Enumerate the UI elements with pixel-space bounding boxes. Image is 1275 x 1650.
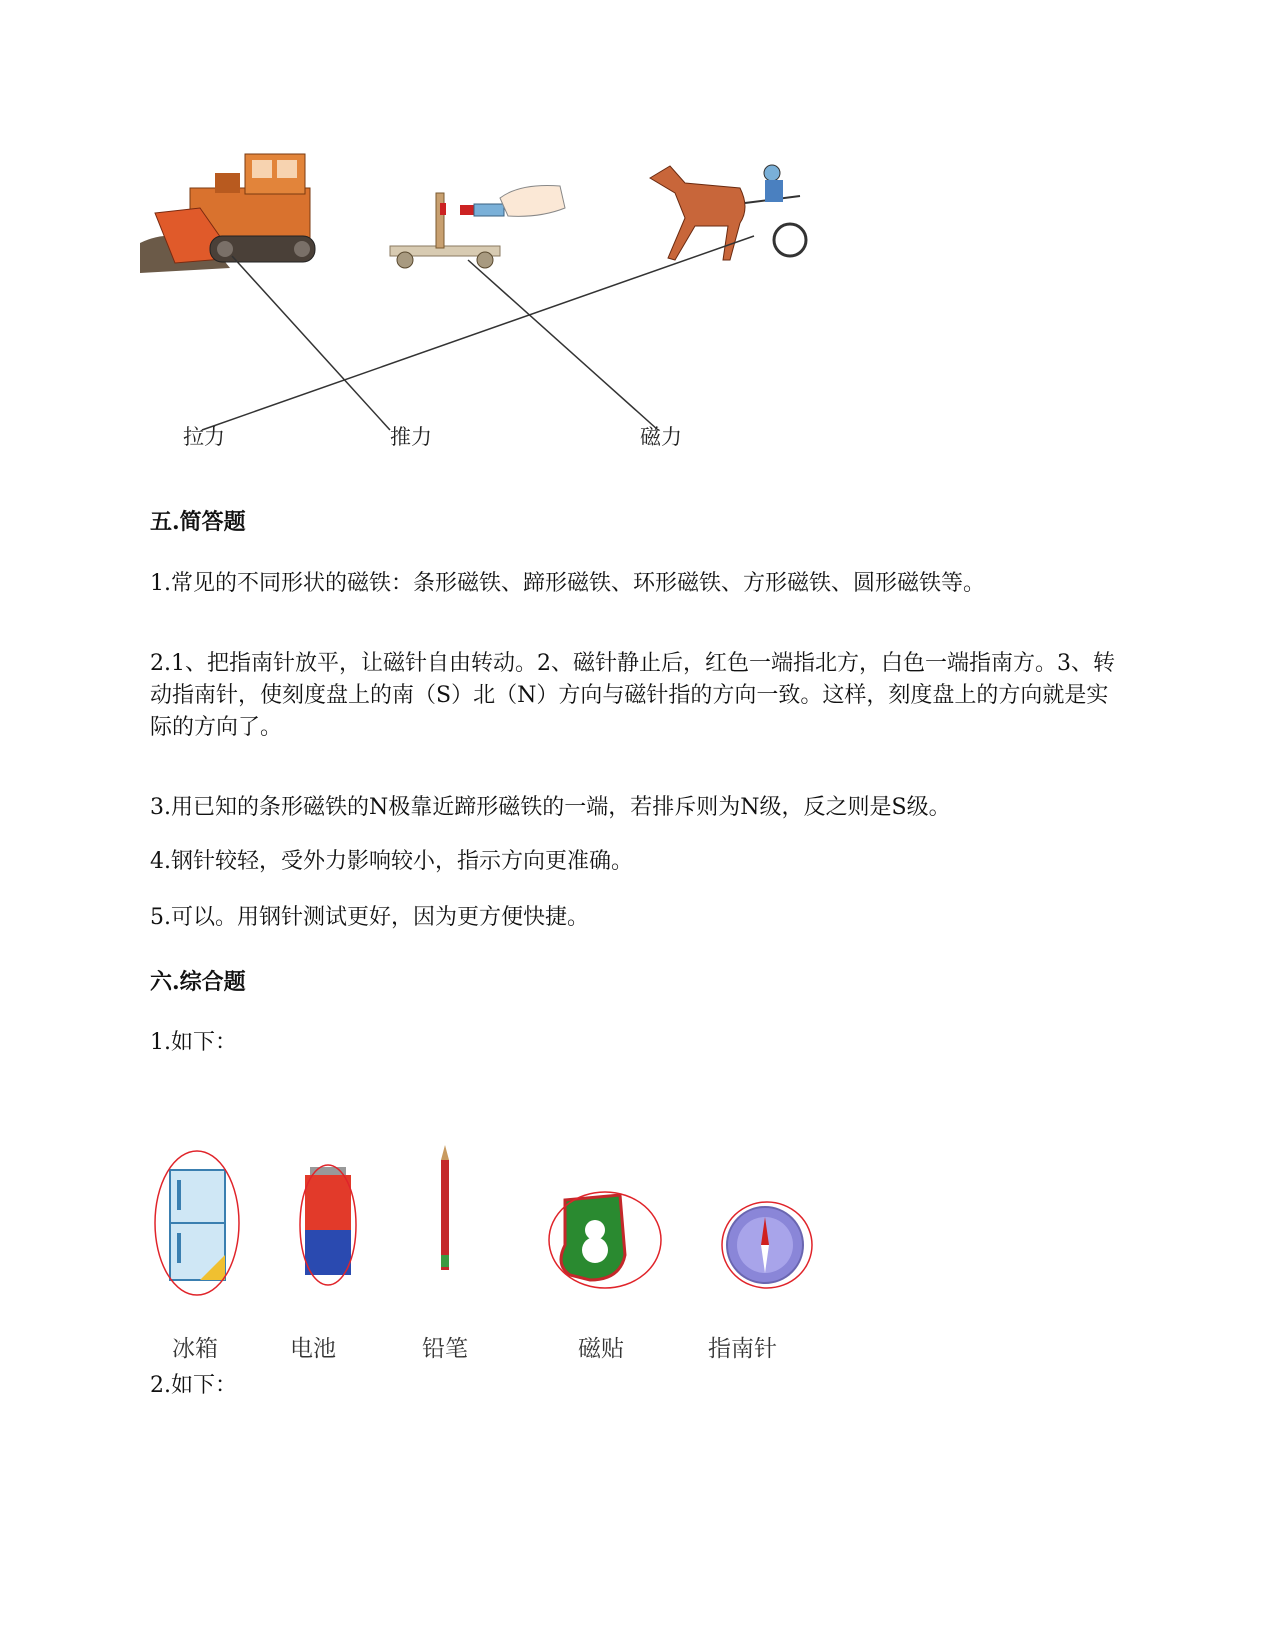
fridge-icon — [170, 1170, 225, 1280]
label-pull: 拉力 — [183, 425, 225, 449]
bulldozer-icon — [140, 154, 315, 273]
connector-line-horse — [202, 236, 754, 430]
section-5-heading: 五.简答题 — [150, 509, 246, 535]
label-push: 推力 — [390, 425, 432, 449]
label-pencil: 铅笔 — [422, 1336, 468, 1362]
answer-5-4: 4.钢针较轻，受外力影响较小，指示方向更准确。 — [150, 849, 633, 874]
label-sticker: 磁贴 — [578, 1336, 624, 1362]
magnetic-objects-figure — [150, 1145, 850, 1375]
answer-6-2: 2.如下： — [150, 1373, 237, 1398]
answer-5-2: 2.1、把指南针放平，让磁针自由转动。2、磁针静止后，红色一端指北方，白色一端指南方。3、转动指南针，使刻度盘上的南（S）北（N）方向与磁针指的方向一致。这样，刻度盘上的方向就是实际的方向了。 — [150, 651, 1115, 740]
label-magnetic: 磁力 — [640, 425, 682, 449]
answer-6-1: 1.如下： — [150, 1030, 237, 1055]
magnet-sticker-icon — [561, 1195, 625, 1280]
section-6-heading: 六.综合题 — [150, 969, 246, 995]
connector-line-bulldozer — [232, 256, 390, 430]
answer-5-5: 5.可以。用钢针测试更好，因为更方便快捷。 — [150, 905, 589, 930]
answer-5-1: 1.常见的不同形状的磁铁：条形磁铁、蹄形磁铁、环形磁铁、方形磁铁、圆形磁铁等。 — [150, 571, 985, 596]
answer-5-3: 3.用已知的条形磁铁的N极靠近蹄形磁铁的一端，若排斥则为N级，反之则是S级。 — [150, 795, 951, 820]
connector-line-cart — [468, 260, 658, 430]
label-fridge: 冰箱 — [172, 1336, 218, 1362]
label-compass: 指南针 — [708, 1336, 777, 1362]
pencil-icon — [441, 1145, 449, 1270]
magnetic-objects-diagram — [150, 1145, 850, 1320]
magnet-cart-icon — [390, 186, 565, 269]
force-matching-figure — [140, 148, 860, 468]
compass-icon — [727, 1207, 803, 1283]
force-matching-diagram — [140, 148, 860, 468]
battery-icon — [305, 1167, 351, 1275]
label-battery: 电池 — [290, 1336, 336, 1362]
